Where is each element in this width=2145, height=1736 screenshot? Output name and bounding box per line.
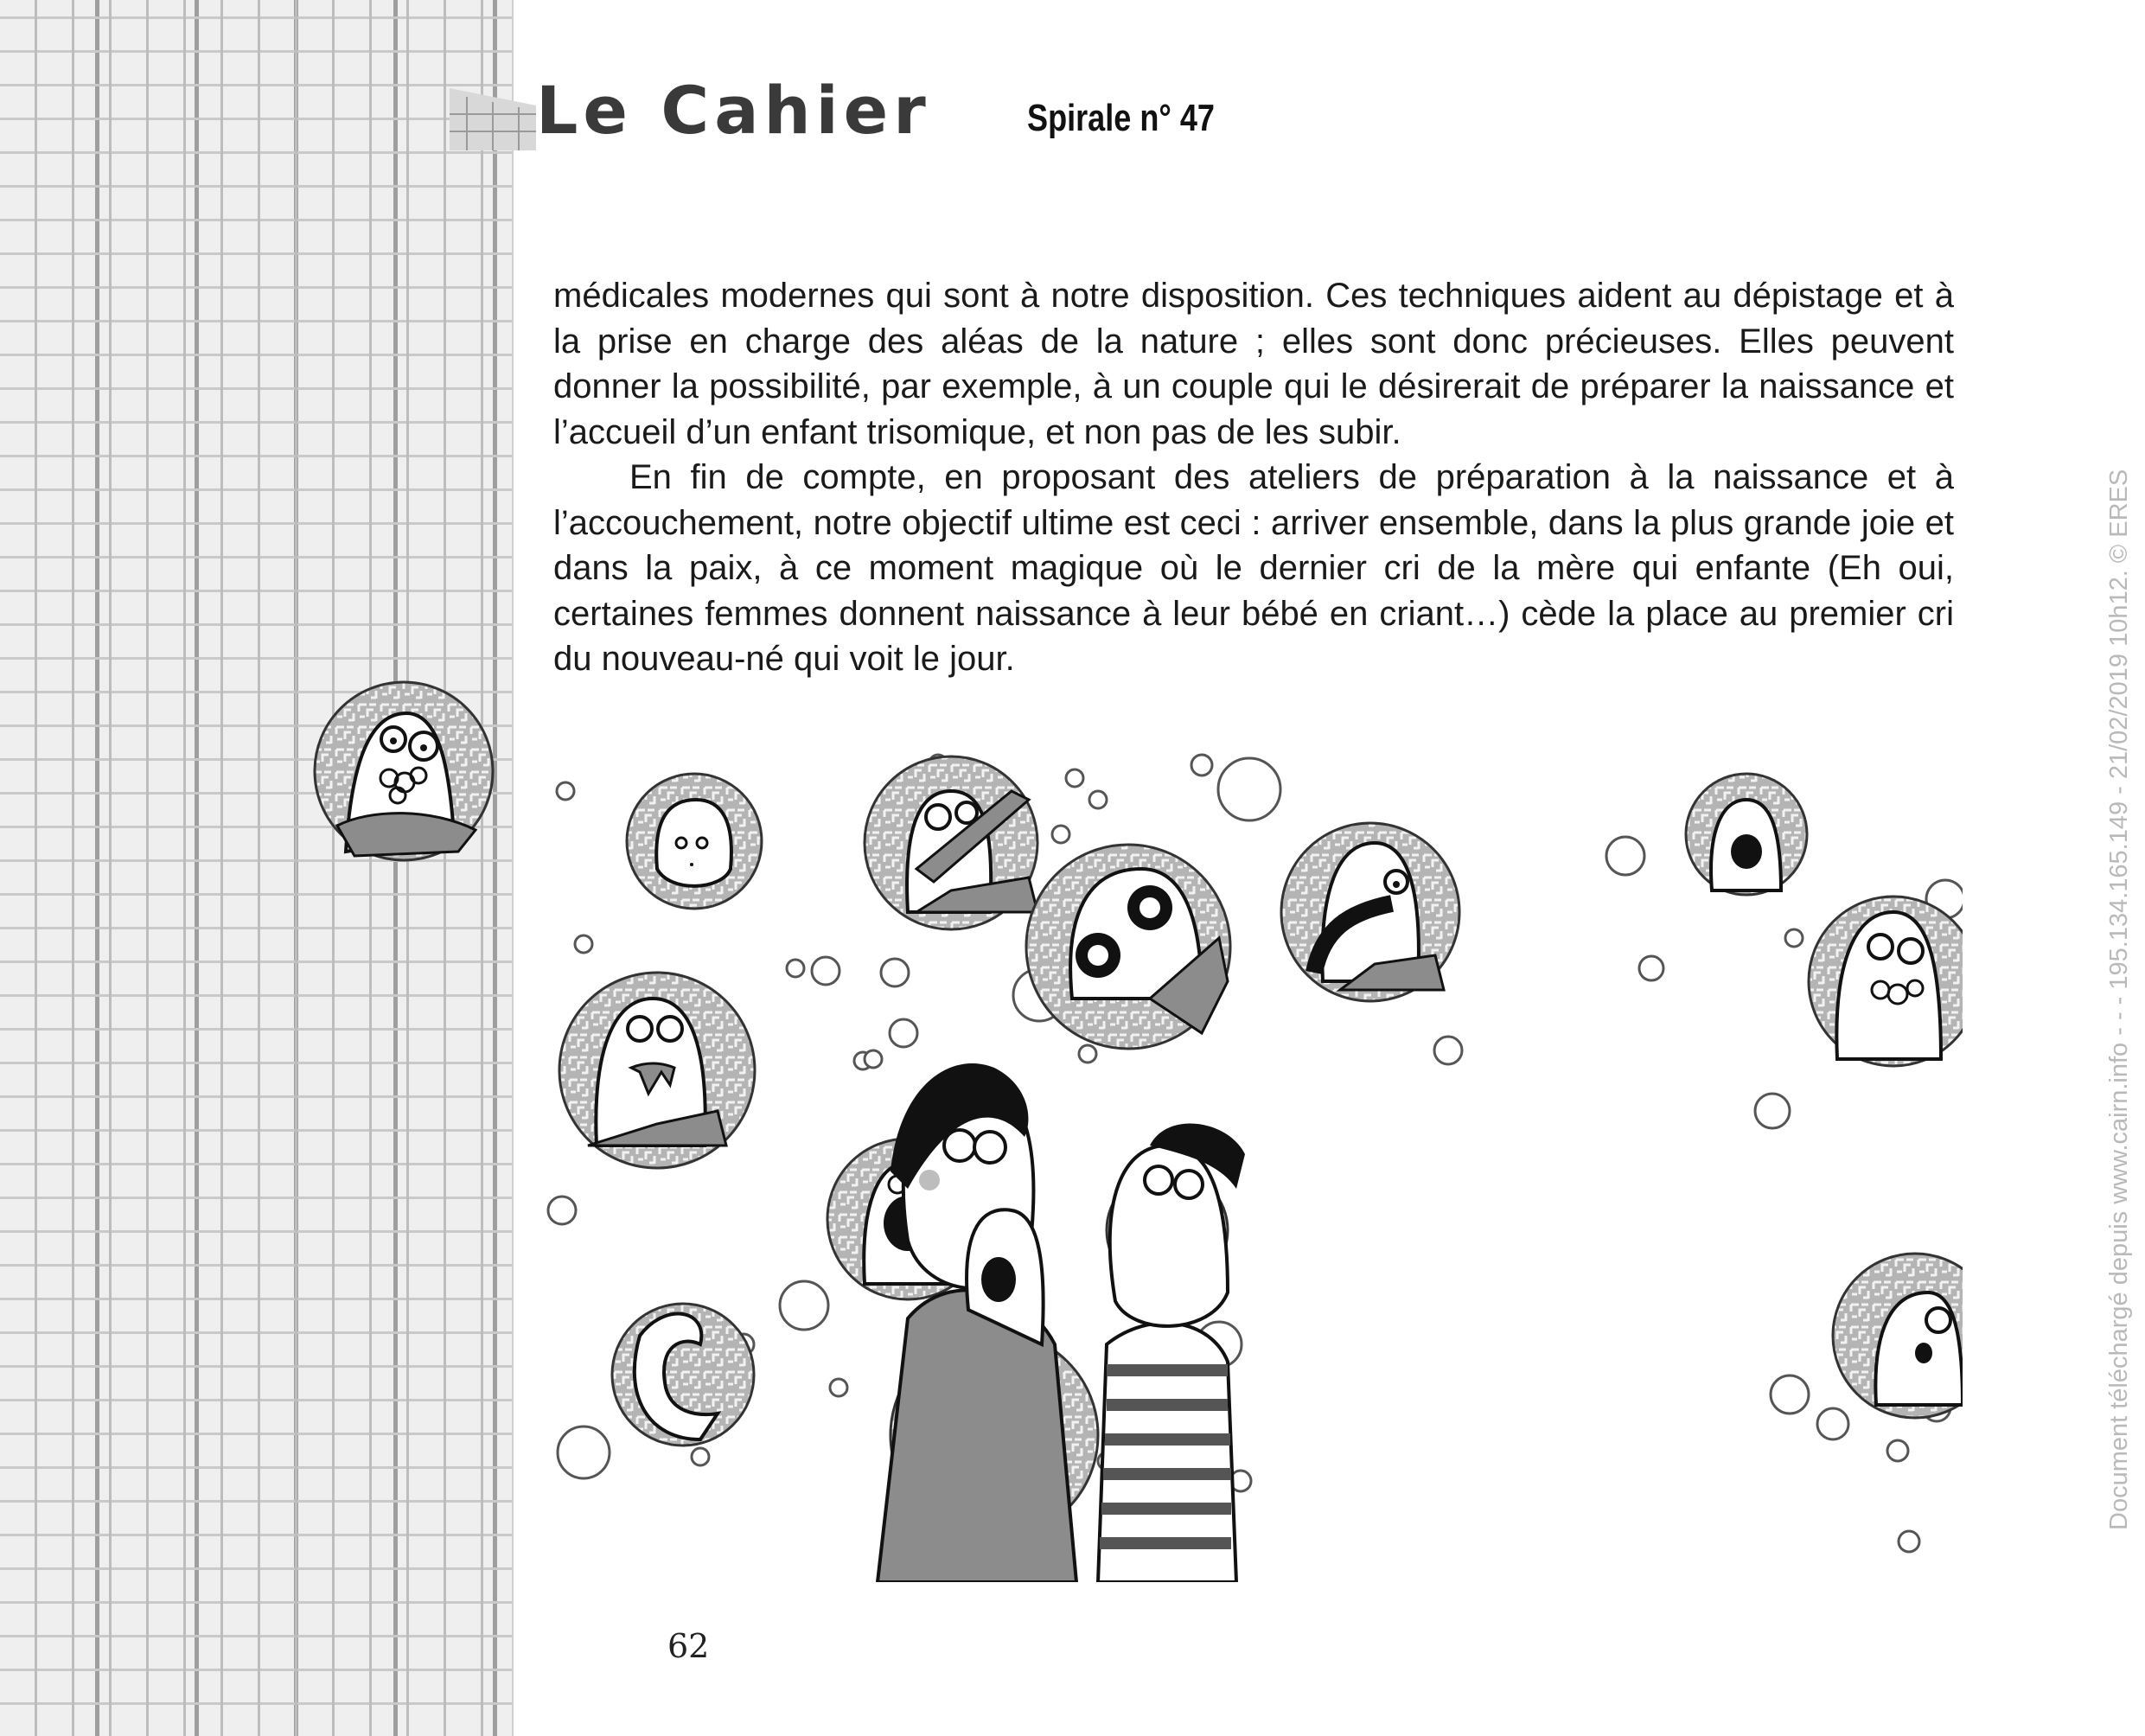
character-bubble xyxy=(1281,823,1459,1001)
character-bubble xyxy=(627,774,762,909)
character-bubble xyxy=(1809,897,1963,1066)
issue-label: Spirale n° 47 xyxy=(1027,97,1215,139)
character-bubble xyxy=(1026,845,1230,1049)
character-bubble xyxy=(865,756,1037,929)
page-number: 62 xyxy=(667,1627,710,1665)
download-watermark: Document téléchargé depuis www.cairn.info - - - 195.134.165.149 - 21/02/2019 10h12. © ERES xyxy=(2105,469,2133,1530)
family-figures xyxy=(878,1063,1245,1582)
bubbles-illustration xyxy=(545,739,1963,1582)
margin-grid-decoration xyxy=(0,0,514,1736)
paragraph: En fin de compte, en proposant des ateliers de préparation à la naissance et à l’accouchement, notre objectif ultime est ceci : arriver ensemble, dans la plus grande joie et dans la paix, à ce moment magique où le dernier cri de la mère qui enfante (Eh oui, certaines femmes donnent naissance à leur bébé en criant…) cède la place au premier cri du nouveau-né qui voit le jour. xyxy=(553,458,1954,678)
magazine-logo xyxy=(450,71,1012,150)
logo-grid-icon xyxy=(450,71,536,150)
character-bubble xyxy=(1833,1254,1963,1418)
article-body xyxy=(553,273,1954,682)
character-bubble xyxy=(559,973,755,1168)
character-bubble xyxy=(612,1304,754,1446)
logo-text: Le Cahier xyxy=(536,72,931,149)
paragraph: médicales modernes qui sont à notre disposition. Ces techniques aident au dépistage et à la prise en charge des aléas de la nature ; elles sont donc précieuses. Elles peuvent donner la possibilité, par exemple, à un couple qui le désirerait de préparer la naissance et l’accueil d’un enfant trisomique, et non pas de les subir. xyxy=(553,277,1954,451)
margin-character-badge xyxy=(311,679,497,865)
character-bubble xyxy=(1686,774,1807,895)
